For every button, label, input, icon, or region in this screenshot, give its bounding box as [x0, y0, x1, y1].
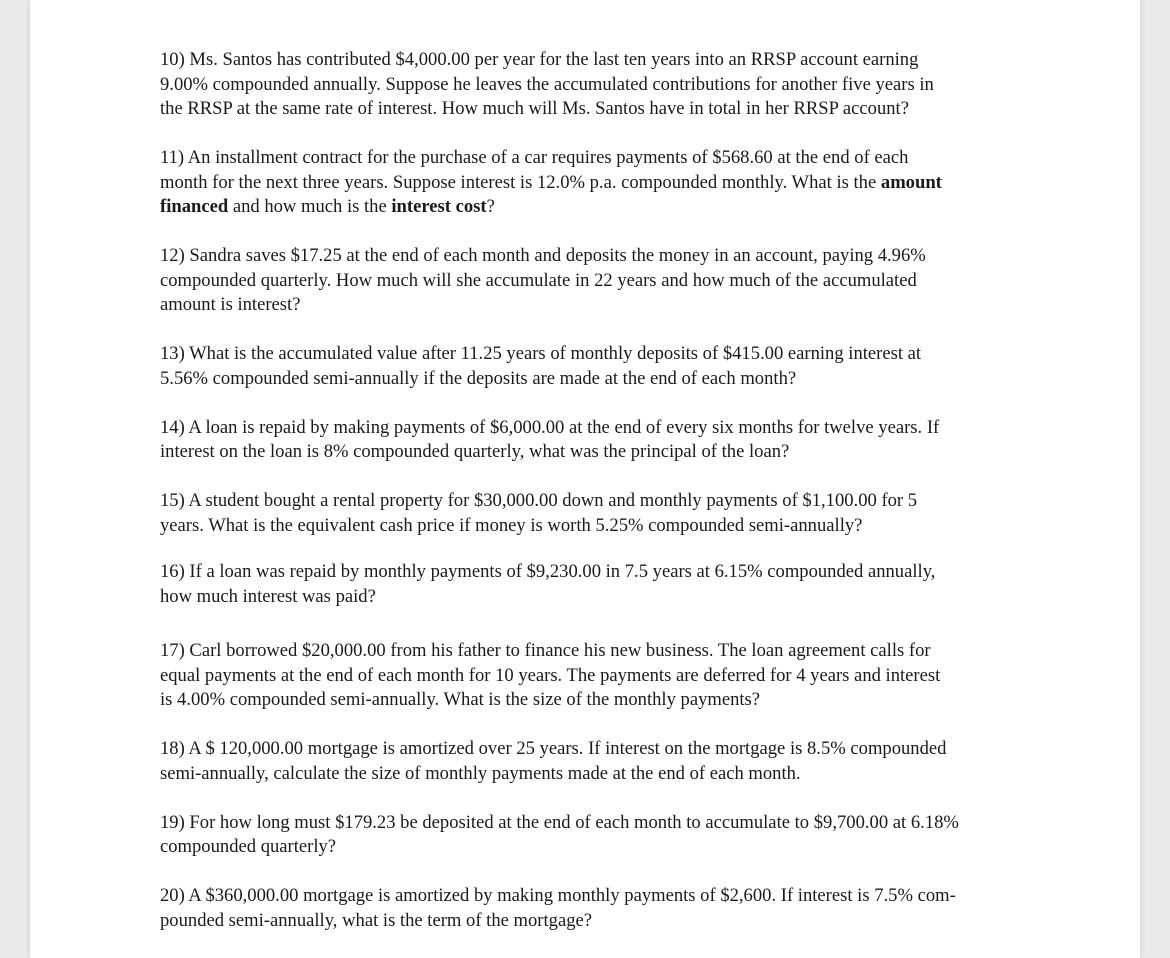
problem-16: 16) If a loan was repaid by monthly payments of $9,230.00 in 7.5 years at 6.15% compounded annually, how much interest was paid? — [160, 561, 936, 607]
problem-13: 13) What is the accumulated value after 11.25 years of monthly deposits of $415.00 earning interest at 5.56% compounded semi-annually if the deposits are made at the end of each month? — [160, 343, 922, 389]
bold-financed: financed — [160, 196, 229, 217]
document-page — [30, 0, 1140, 958]
problem-17: 17) Carl borrowed $20,000.00 from his father to finance his new business. The loan agreement calls for equal payments at the end of each month for 10 years. The payments are deferred for 4 years and interest is 4.00% compounded semi-annually. What is the size of the monthly payments? — [160, 640, 941, 710]
bold-interest-cost: interest cost — [391, 196, 487, 217]
bold-amount: amount — [880, 171, 942, 193]
problem-18: 18) A $ 120,000.00 mortgage is amortized over 25 years. If interest on the mortgage is 8.5% compounded semi-annually, calculate the size of monthly payments made at the end of each month. — [160, 738, 947, 784]
problem-12: 12) Sandra saves $17.25 at the end of each month and deposits the money in an account, paying 4.96% compounded quarterly. How much will she accumulate in 22 years and how much of the accumulated amount is interest? — [160, 245, 926, 315]
problem-15: 15) A student bought a rental property for $30,000.00 down and monthly payments of $1,100.00 for 5 years. What is the equivalent cash price if money is worth 5.25% compounded semi-annually? — [160, 490, 918, 536]
problem-list — [160, 48, 1020, 933]
problem-19: 19) For how long must $179.23 be deposited at the end of each month to accumulate to $9,700.00 at 6.18% compounded quarterly? — [160, 811, 959, 857]
problem-20: 20) A $360,000.00 mortgage is amortized by making monthly payments of $2,600. If interest is 7.5% com- pounded semi-annually, what is the term of the mortgage? — [160, 885, 956, 931]
problem-11: 11) An installment contract for the purchase of a car requires payments of $568.60 at the end of each month for the next three years. Suppose interest is 12.0% p.a. compounded monthly. What is the amount financed and how much is the interest cost? — [160, 147, 942, 217]
problem-14: 14) A loan is repaid by making payments of $6,000.00 at the end of every six months for twelve years. If interest on the loan is 8% compounded quarterly, what was the principal of the loan? — [160, 416, 940, 462]
problem-10: 10) Ms. Santos has contributed $4,000.00 per year for the last ten years into an RRSP account earning 9.00% compounded annually. Suppose he leaves the accumulated contributions for another five years in the RRSP at the same rate of interest. How much will Ms. Santos have in total in her RRSP account? — [160, 49, 934, 119]
